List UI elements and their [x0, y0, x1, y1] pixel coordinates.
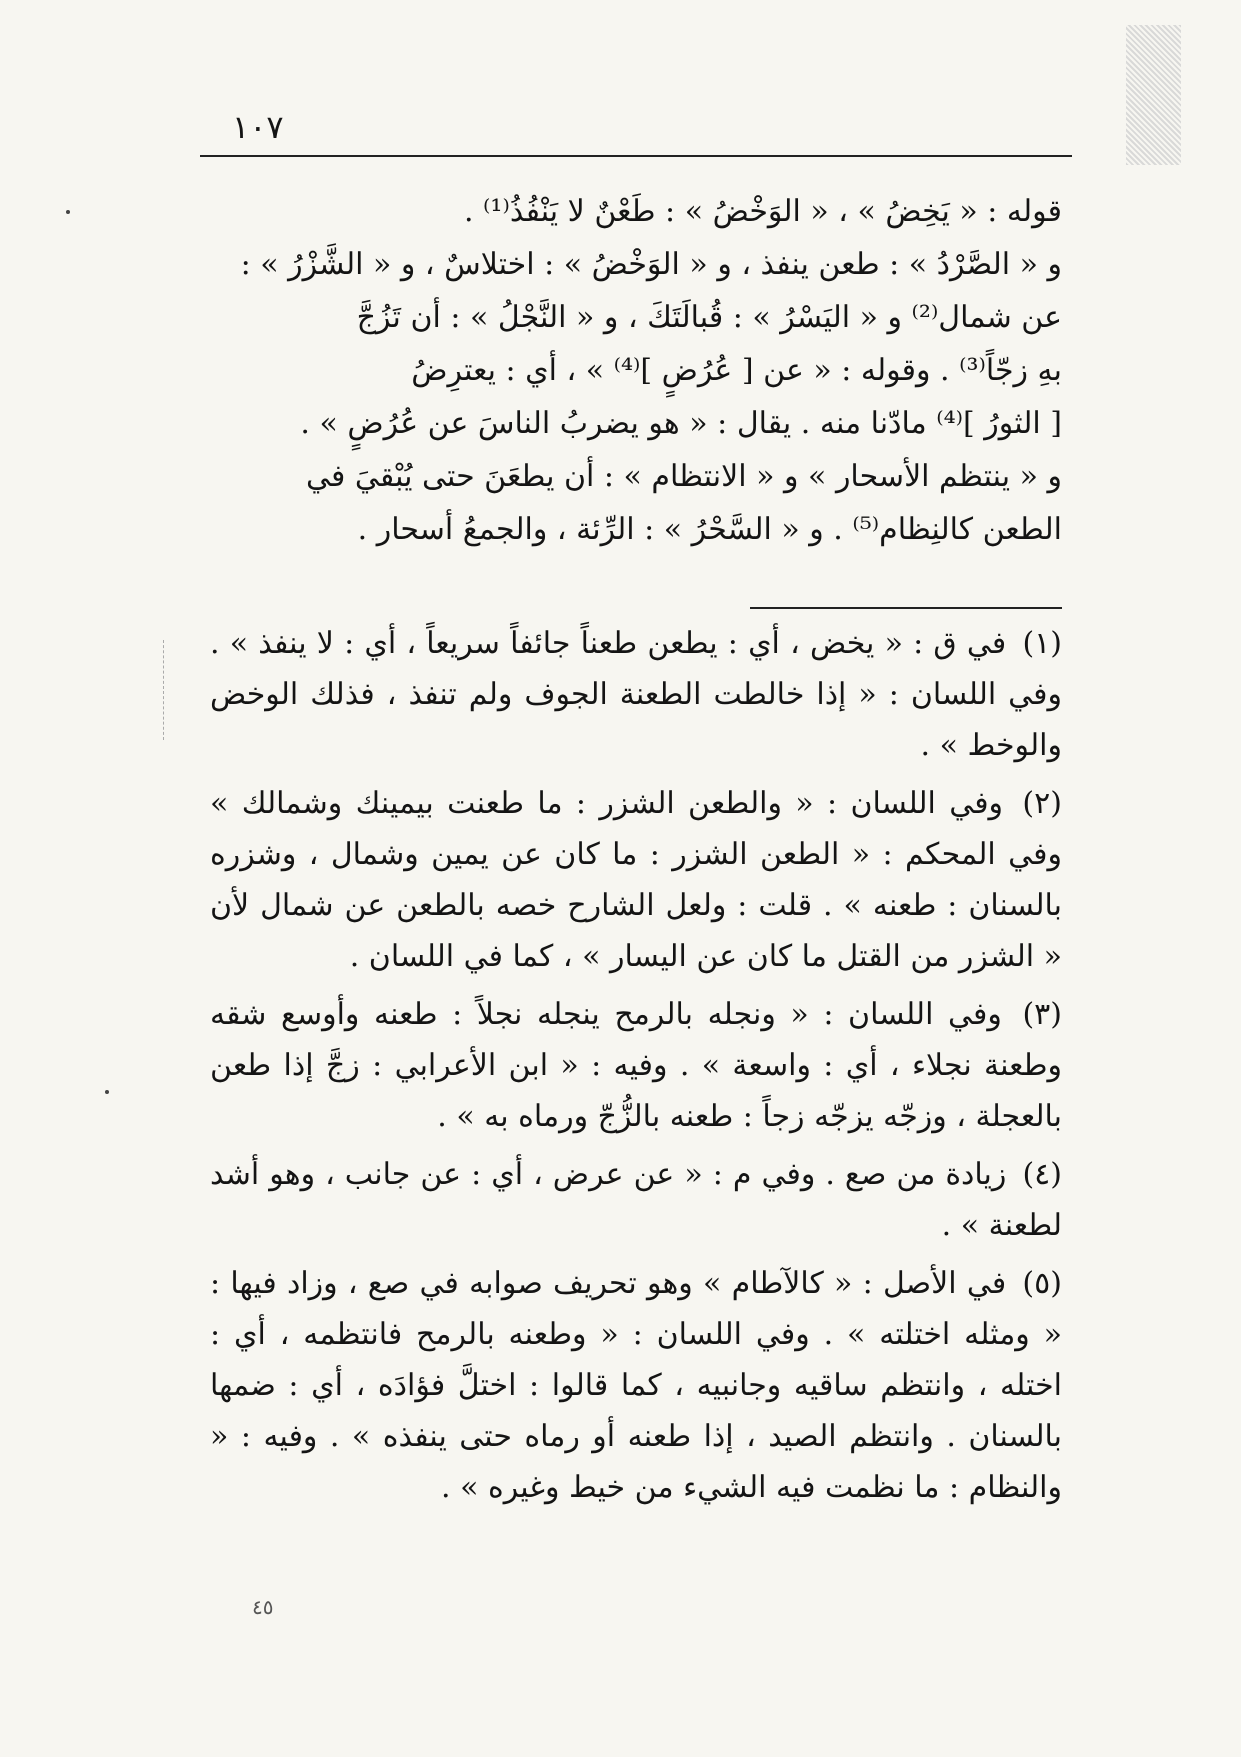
footnote-mark: (٢): [1022, 786, 1062, 821]
bottom-mark: ٤٥: [252, 1595, 274, 1619]
main-line: الطعن كالنِظام⁽⁵⁾ . و « السَّحْرُ » : الرِّئة ، والجمعُ أسحار .: [357, 512, 1062, 547]
footnote-mark: (٤): [1022, 1157, 1062, 1192]
footnote-rule: [750, 607, 1062, 609]
footnote: [210, 1149, 1062, 1251]
footnote: [210, 778, 1062, 982]
header-rule: [200, 155, 1072, 157]
footnote-text: زيادة من صع . وفي م : « عن عرض ، أي : عن جانب ، وهو أشد لطعنة » .: [210, 1157, 1062, 1243]
main-line: [ الثورُ ]⁽⁴⁾ مادّنا منه . يقال : « هو يضربُ الناسَ عن عُرُضٍ » .: [300, 406, 1062, 441]
main-line: عن شمال⁽²⁾ و « اليَسْرُ » : قُبالَتَكَ ، و « النَّجْلُ » : أن تَزُجَّ: [356, 300, 1062, 335]
scan-artifact-line: [163, 640, 164, 740]
main-line: و « ينتظم الأسحار » و « الانتظام » : أن يطعَنَ حتى يُبْقيَ في: [306, 459, 1062, 494]
footnote-text: وفي اللسان : « ونجله بالرمح ينجله نجلاً : طعنه وأوسع شقه وطعنة نجلاء ، أي : واسعة » . وفيه : « ابن الأعرابي : زجَّ إذا طعن بالعجلة ، وزجّه يزجّه زجاً : طعنه بالزُّجّ ورماه به » .: [210, 997, 1062, 1134]
main-line: قوله : « يَخِضُ » ، « الوَخْضُ » : طَعْنٌ لا يَنْفُذُ⁽¹⁾ .: [463, 194, 1062, 229]
footnote-mark: (٣): [1022, 997, 1063, 1032]
scan-artifact: [1126, 25, 1181, 165]
footnote: [210, 1258, 1062, 1513]
main-line: بهِ زجّاً⁽³⁾ . وقوله : « عن [ عُرُضٍ ]⁽⁴⁾ » ، أي : يعترِضُ: [411, 353, 1062, 388]
footnote-text: وفي اللسان : « والطعن الشزر : ما طعنت بيمينك وشمالك » وفي المحكم : « الطعن الشزر : ما كان عن يمين وشمال ، وشزره بالسنان : طعنه » . قلت : ولعل الشارح خصه بالطعن عن شمال لأن « الشزر من القتل ما كان عن اليسار » ، كما في اللسان .: [210, 786, 1062, 974]
scan-dust: [66, 210, 70, 214]
footnotes: [210, 618, 1062, 1520]
scan-dust: [105, 1090, 109, 1094]
footnote-mark: (١): [1022, 626, 1062, 661]
main-line: و « الصَّرْدُ » : طعن ينفذ ، و « الوَخْضُ » : اختلاسٌ ، و « الشَّزْرُ » :: [240, 247, 1062, 282]
footnote-mark: (٥): [1022, 1266, 1062, 1301]
footnote: [210, 989, 1062, 1142]
main-text: [210, 185, 1062, 556]
page-number: ١٠٧: [232, 108, 284, 146]
footnote-text: في ق : « يخض ، أي : يطعن طعناً جائفاً سريعاً ، أي : لا ينفذ » . وفي اللسان : « إذا خالطت الطعنة الجوف ولم تنفذ ، فذلك الوخض والوخط » .: [210, 626, 1062, 763]
footnote-text: في الأصل : « كالآطام » وهو تحريف صوابه في صع ، وزاد فيها : « ومثله اختلته » . وفي اللسان : « وطعنه بالرمح فانتظمه ، أي : اختله ، وانتظم ساقيه وجانبيه ، كما قالوا : اختلَّ فؤادَه ، أي : ضمها بالسنان . وانتظم الصيد ، إذا طعنه أو رماه حتى ينفذه » . وفيه : « والنظام : ما نظمت فيه الشيء من خيط وغيره » .: [210, 1266, 1062, 1505]
footnote: [210, 618, 1062, 771]
